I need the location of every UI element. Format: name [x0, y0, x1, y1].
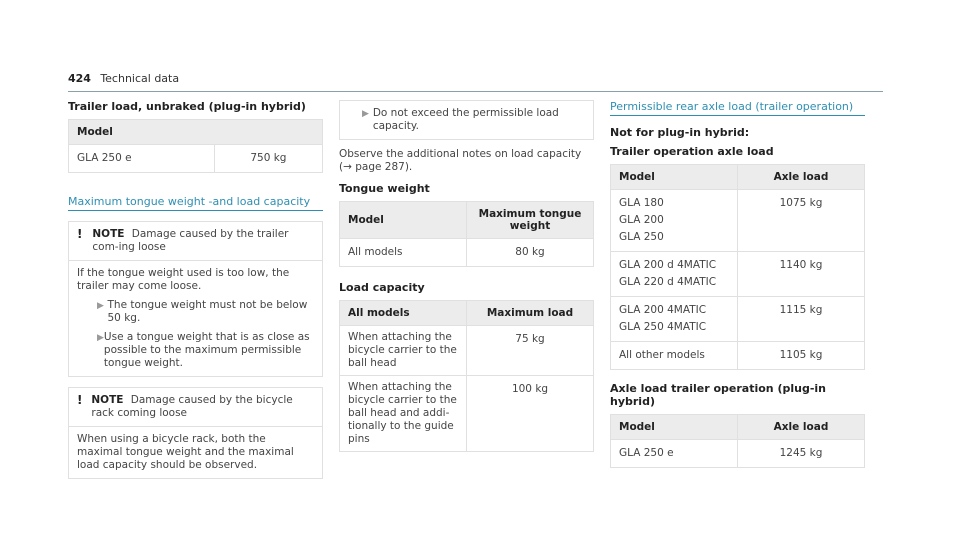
table-row	[340, 239, 594, 267]
model-cell: GLA 200 4MATIC GLA 250 4MATIC	[611, 297, 738, 342]
table-header-all-models: All models	[340, 301, 467, 326]
note-text: Damage caused by the bicycle rack coming loose	[91, 394, 293, 419]
table-header-max-tongue: Maximum tongue weight	[467, 202, 594, 239]
model-cell: GLA 200 d 4MATIC GLA 220 d 4MATIC	[611, 252, 738, 297]
value-cell: 1245 kg	[738, 440, 865, 468]
table-row	[340, 326, 594, 376]
table-header-model: Model	[611, 415, 738, 440]
table-header-max-load: Maximum load	[467, 301, 594, 326]
note-text: Damage caused by the trailer com-ing loose	[92, 228, 289, 253]
value-cell: 75 kg	[467, 326, 594, 376]
table-row	[611, 252, 865, 297]
note-body: When using a bicycle rack, both the maximal tongue weight and the maximal load capacity should be observed.	[77, 433, 294, 471]
table-row	[611, 440, 865, 468]
table-header-axle-load: Axle load	[738, 415, 865, 440]
step-box	[339, 100, 594, 140]
section-title: Technical data	[100, 72, 180, 85]
model-cell: All other models	[611, 342, 738, 370]
table-header-model: Model	[611, 165, 738, 190]
table-row	[611, 342, 865, 370]
column-left	[68, 100, 323, 479]
value-cell: 1115 kg	[738, 297, 865, 342]
tongue-weight-heading: Tongue weight	[339, 182, 430, 195]
note-box-bicycle	[68, 387, 323, 479]
model-cell: All models	[340, 239, 467, 267]
warning-icon: !	[77, 393, 83, 407]
column-middle	[339, 100, 594, 452]
observe-notes: Observe the additional notes on load capacity (→ page 287).	[339, 148, 582, 173]
not-hybrid-heading: Not for plug-in hybrid:	[610, 126, 750, 139]
model-cell: GLA 250 e	[611, 440, 738, 468]
rear-axle-link-heading[interactable]: Permissible rear axle load (trailer operation)	[610, 100, 865, 116]
note-box-trailer	[68, 221, 323, 377]
trailer-load-table	[68, 119, 323, 173]
value-cell: 1075 kg	[738, 190, 865, 252]
table-header-model: Model	[69, 120, 323, 145]
model-cell: GLA 250 e	[69, 145, 215, 173]
list-item: ▶ The tongue weight must not be below 50 kg.	[97, 299, 308, 324]
load-capacity-table	[339, 300, 594, 452]
step-arrow-icon: ▶	[97, 301, 104, 311]
warning-icon: !	[77, 227, 83, 241]
value-cell: 1105 kg	[738, 342, 865, 370]
note-keyword: NOTE	[91, 394, 124, 406]
table-row	[340, 376, 594, 452]
table-row	[611, 190, 865, 252]
list-item: ▶ Use a tongue weight that is as close as possible to the maximum permissible tongue weight.	[97, 331, 310, 369]
table-row	[69, 145, 323, 173]
hybrid-axle-heading: Axle load trailer operation (plug-in hybrid)	[610, 382, 827, 408]
value-cell: 750 kg	[214, 145, 322, 173]
trailer-load-heading: Trailer load, unbraked (plug-in hybrid)	[68, 100, 306, 113]
column-right	[610, 100, 865, 468]
page-header	[68, 72, 883, 92]
note-keyword: NOTE	[92, 228, 125, 240]
desc-cell: When attaching the bicycle carrier to the ball head	[340, 326, 467, 376]
table-header-model: Model	[340, 202, 467, 239]
desc-cell: When attaching the bicycle carrier to the ball head and addi-tionally to the guide pins	[340, 376, 467, 452]
step-arrow-icon: ▶	[362, 109, 369, 119]
step-arrow-icon: ▶	[97, 333, 104, 343]
table-row	[611, 297, 865, 342]
model-cell: GLA 180 GLA 200 GLA 250	[611, 190, 738, 252]
axle-load-table	[610, 164, 865, 370]
axle-load-heading: Trailer operation axle load	[610, 145, 774, 158]
page-number: 424	[68, 72, 91, 85]
table-header-axle-load: Axle load	[738, 165, 865, 190]
tongue-weight-link-heading[interactable]: Maximum tongue weight -and load capacity	[68, 195, 323, 211]
load-capacity-heading: Load capacity	[339, 281, 425, 294]
tongue-weight-table	[339, 201, 594, 267]
list-item: ▶ Do not exceed the permissible load capacity.	[362, 107, 559, 132]
value-cell: 1140 kg	[738, 252, 865, 297]
note-body: If the tongue weight used is too low, the trailer may come loose.	[77, 267, 290, 292]
value-cell: 80 kg	[467, 239, 594, 267]
hybrid-axle-table	[610, 414, 865, 468]
value-cell: 100 kg	[467, 376, 594, 452]
